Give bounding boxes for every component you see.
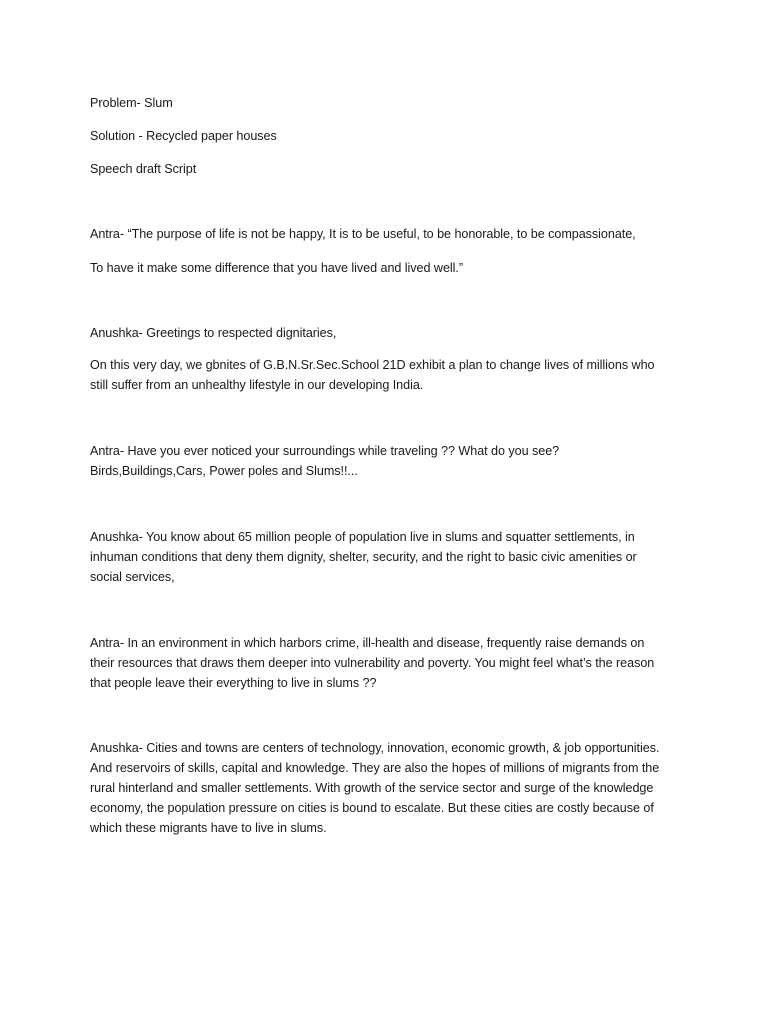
text-line: Problem- Slum — [90, 96, 173, 110]
text-line: still suffer from an unhealthy lifestyle in our developing India. — [90, 378, 424, 392]
text-line: inhuman conditions that deny them dignity, shelter, security, and the right to basic civic amenities or — [90, 550, 637, 564]
text-line: economy, the population pressure on cities is bound to escalate. But these cities are costly because of — [90, 801, 654, 815]
text-line: Anushka- Cities and towns are centers of technology, innovation, economic growth, & job opportunities. — [90, 741, 660, 755]
text-line: And reservoirs of skills, capital and knowledge. They are also the hopes of millions of migrants from the — [90, 761, 660, 775]
paragraph-antra-environment — [90, 633, 682, 693]
paragraph-antra-surroundings — [90, 441, 682, 481]
text-line: Anushka- Greetings to respected dignitaries, — [90, 326, 337, 340]
paragraph-anushka-greeting — [90, 323, 682, 343]
text-line: Antra- Have you ever noticed your surroundings while traveling ?? What do you see? — [90, 444, 560, 458]
paragraph-plan-intro — [90, 355, 682, 395]
text-line: rural hinterland and smaller settlements. With growth of the service sector and surge of the knowledge — [90, 781, 654, 795]
text-line: which these migrants have to live in slums. — [90, 821, 327, 835]
text-line: Antra- “The purpose of life is not be happy, It is to be useful, to be honorable, to be compassionate, — [90, 227, 636, 241]
text-line: Speech draft Script — [90, 162, 197, 176]
text-line: On this very day, we gbnites of G.B.N.Sr.Sec.School 21D exhibit a plan to change lives of millions who — [90, 358, 655, 372]
paragraph-antra-quote-1 — [90, 224, 682, 244]
text-line: social services, — [90, 570, 175, 584]
text-line: Anushka- You know about 65 million people of population live in slums and squatter settlements, in — [90, 530, 635, 544]
paragraph-anushka-statistics — [90, 527, 682, 587]
text-line: their resources that draws them deeper into vulnerability and poverty. You might feel what’s the reason — [90, 656, 655, 670]
text-line: Birds,Buildings,Cars, Power poles and Slums!!... — [90, 464, 358, 478]
text-line: that people leave their everything to live in slums ?? — [90, 676, 377, 690]
problem-line — [90, 93, 682, 113]
paragraph-anushka-cities — [90, 738, 682, 838]
script-subtitle — [90, 159, 682, 179]
text-line: Solution - Recycled paper houses — [90, 129, 277, 143]
text-line: To have it make some difference that you have lived and lived well.” — [90, 261, 463, 275]
paragraph-antra-quote-2 — [90, 258, 682, 278]
solution-line — [90, 126, 682, 146]
text-line: Antra- In an environment in which harbors crime, ill-health and disease, frequently raise demands on — [90, 636, 645, 650]
